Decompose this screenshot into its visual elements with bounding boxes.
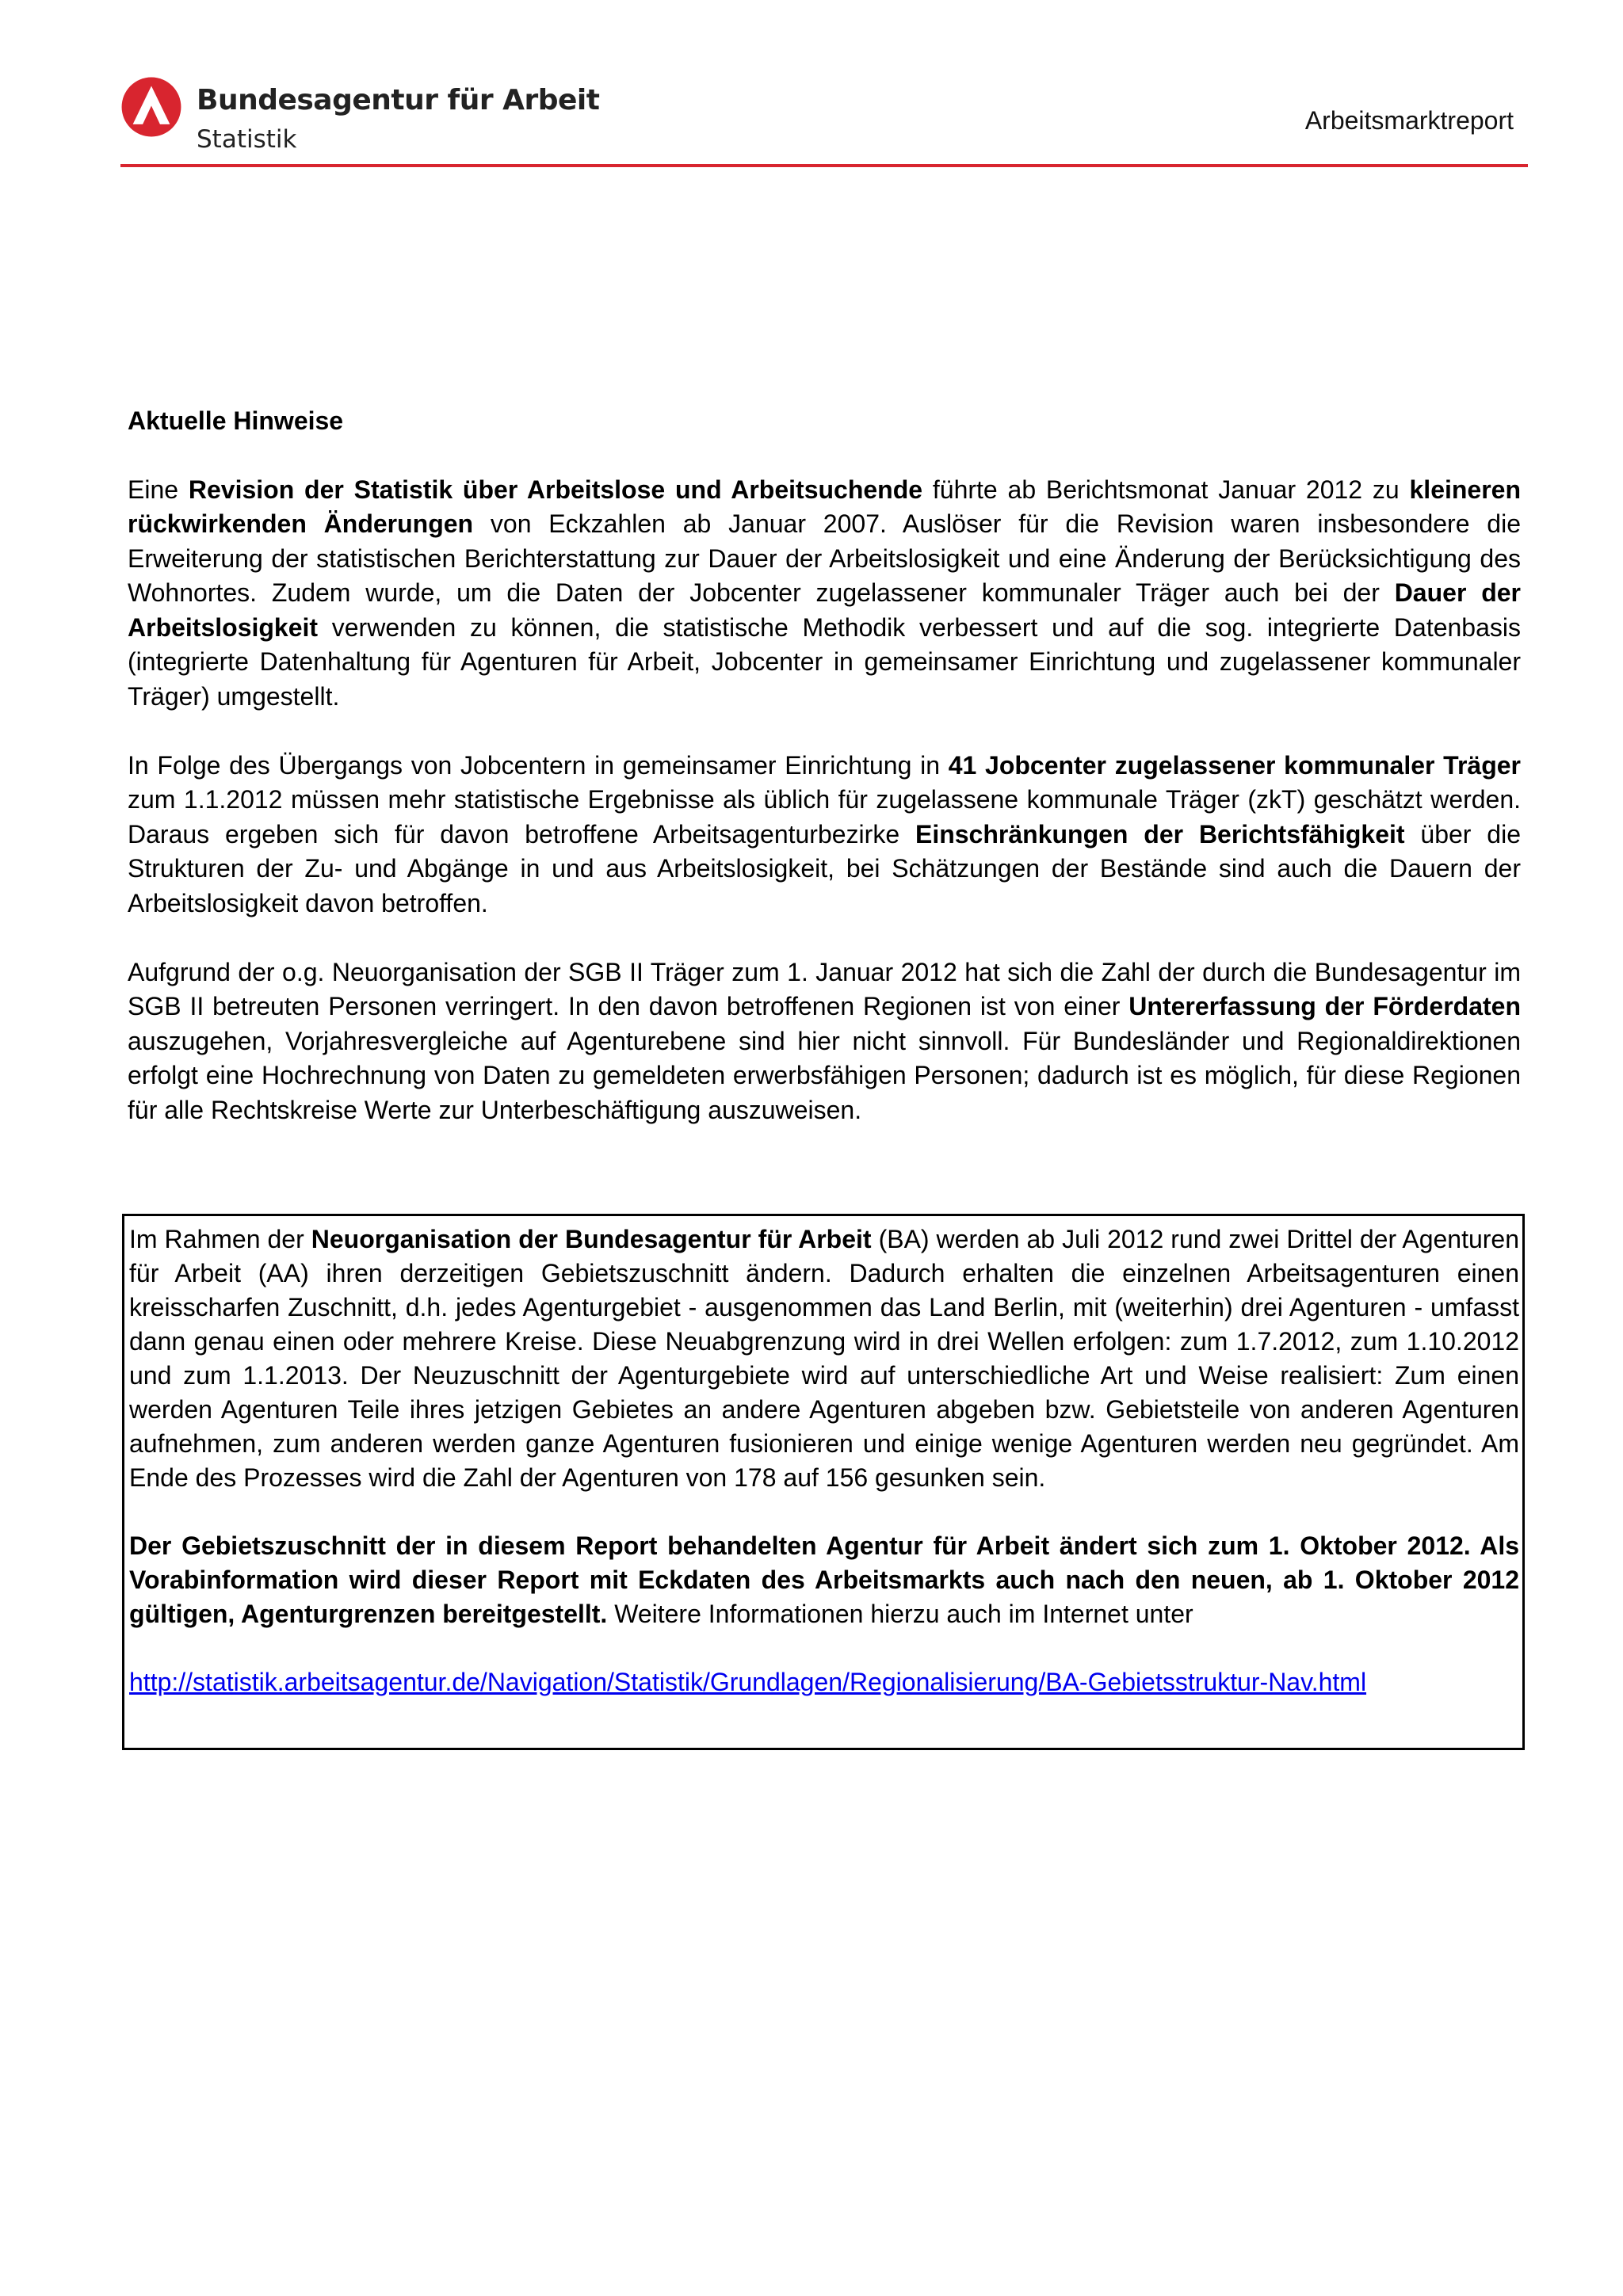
text-span: (BA) werden ab Juli 2012 rund zwei Drittel der Agenturen für Arbeit (AA) ihren derzeitigen Gebietszuschnitt ändern. Dadurch erhalten die einzelnen Arbeitsagenturen einen kreisscharfen Zuschnitt, d.h. jedes Agenturgebiet - ausgenommen das Land Berlin, mit (weiterhin) drei Agenturen - umfasst dann genau einen oder mehrere Kreise. Diese Neuabgrenzung wird in drei Wellen erfolgen: zum 1.7.2012, zum 1.10.2012 und zum 1.1.2013. Der Neuzuschnitt der Agenturgebiete wird auf unterschiedliche Art und Weise realisiert: Zum einen werden Agenturen Teile ihres jetzigen Gebietes an andere Agenturen abgeben bzw. Gebietsteile von anderen Agenturen aufnehmen, zum anderen werden ganze Agenturen fusionieren und einige wenige Agenturen werden neu gegründet. Am Ende des Prozesses wird die Zahl der Agenturen von 178 auf 156 gesunken sein.	[129, 1225, 1520, 1492]
paragraph-revision	[128, 473, 1521, 715]
bold-span: 41 Jobcenter zugelassener kommunaler Träger	[948, 750, 1522, 780]
section-heading: Aktuelle Hinweise	[128, 406, 344, 435]
notice-paragraph-gebietszuschnitt	[129, 1529, 1519, 1631]
text-span: verwenden zu können, die statistische Methodik verbessert und auf die sog. integrierte Datenbasis (integrierte Datenhaltung für Agenturen für Arbeit, Jobcenter in gemeinsamer Einrichtung und zugelassener kommunaler Träger) umgestellt.	[128, 612, 1521, 711]
text-span: von Eckzahlen ab Januar 2007. Auslöser für die Revision waren insbesondere die Erweiterung der statistischen Berichterstattung zur Dauer der Arbeitslosigkeit und eine Änderung der Berücksichtigung des Wohnortes. Zudem wurde, um die Daten der Jobcenter zugelassener kommunaler Träger auch bei der	[128, 509, 1522, 607]
page-header	[120, 70, 1528, 168]
text-span: Im Rahmen der	[129, 1225, 311, 1253]
notice-link-line	[129, 1665, 1519, 1699]
ba-logo-icon	[120, 76, 182, 138]
text-span: über die Strukturen der Zu- und Abgänge in und aus Arbeitslosigkeit, bei Schätzungen der Bestände sind auch die Dauern der Arbeitslosigkeit davon betroffen.	[128, 819, 1522, 917]
bold-span: Revision der Statistik über Arbeitslose und Arbeitsuchende	[188, 475, 923, 504]
text-span: führte ab Berichtsmonat Januar 2012 zu	[922, 475, 1410, 504]
text-span: zum 1.1.2012 müssen mehr statistische Ergebnisse als üblich für zugelassene kommunale Träger (zkT) geschätzt werden. Daraus ergeben sich für davon betroffene Arbeitsagenturbezirke	[128, 785, 1521, 849]
text-span: In Folge des Übergangs von Jobcentern in gemeinsamer Einrichtung in	[128, 750, 949, 780]
bold-span: Untererfassung der Förderdaten	[1128, 992, 1522, 1020]
paragraph-sgb	[128, 955, 1521, 1128]
brand-name: Bundesagentur für Arbeit	[197, 84, 600, 116]
notice-content	[129, 1222, 1519, 1699]
notice-paragraph-neuorganisation	[129, 1222, 1519, 1495]
bold-span: Neuorganisation der Bundesagentur für Arbeit	[311, 1225, 872, 1253]
gebietsstruktur-link[interactable]: http://statistik.arbeitsagentur.de/Navigation/Statistik/Grundlagen/Regionalisierung/BA-Gebietsstruktur-Nav.html	[129, 1668, 1367, 1696]
text-span: Weitere Informationen hierzu auch im Internet unter	[607, 1600, 1193, 1628]
report-title: Arbeitsmarktreport	[1304, 106, 1514, 135]
brand-subtitle: Statistik	[197, 125, 297, 154]
bold-span: Der Gebietszuschnitt der in diesem Report behandelten Agentur für Arbeit ändert sich zum 1. Oktober 2012. Als Vorabinformation wird dieser Report mit Eckdaten des Arbeitsmarkts auch nach den neuen, ab 1. Oktober 2012 gültigen, Agenturgrenzen bereitgestellt.	[129, 1531, 1519, 1628]
header-divider	[120, 164, 1528, 167]
bold-span: Einschränkungen der Berichtsfähigkeit	[915, 819, 1405, 849]
text-span: auszugehen, Vorjahresvergleiche auf Agenturebene sind hier nicht sinnvoll. Für Bundesländer und Regionaldirektionen erfolgt eine Hochrechnung von Daten zu gemeldeten erwerbsfähigen Personen; dadurch ist es möglich, für diese Regionen für alle Rechtskreise Werte zur Unterbeschäftigung auszuweisen.	[128, 1026, 1521, 1124]
main-content	[128, 404, 1521, 1162]
text-span: Aufgrund der o.g. Neuorganisation der SGB II Träger zum 1. Januar 2012 hat sich die Zahl der durch die Bundesagentur im SGB II betreuten Personen verringert. In den davon betroffenen Regionen ist von einer	[128, 957, 1521, 1020]
notice-box	[122, 1214, 1525, 1750]
text-span: Eine	[128, 475, 189, 504]
bold-span: Dauer der Arbeitslosigkeit	[128, 578, 1522, 642]
paragraph-jobcenter	[128, 749, 1521, 921]
bold-span: kleineren rückwirkenden Änderungen	[128, 475, 1522, 538]
